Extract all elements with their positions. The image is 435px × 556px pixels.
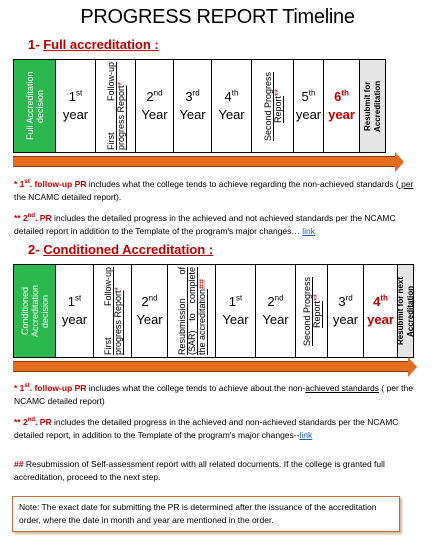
- report-cell: [295, 265, 327, 357]
- timeline-arrow: [13, 361, 408, 372]
- timeline-year-cell: [255, 265, 295, 357]
- timeline-full-accreditation: [13, 59, 386, 153]
- note-resubmission: ## Resubmission of Self-assessment report with all related documents. If the college is granted full accreditation, proceed to the next step.: [14, 459, 385, 482]
- section-2-heading: [28, 242, 213, 257]
- timeline-year-cell: [323, 60, 359, 152]
- note-first-followup: * 1st. follow-up PR includes what the college tends to achieve regarding the non-achieved standards ( per the NCAMC detailed report).: [14, 178, 414, 202]
- timeline-year-cell: [173, 60, 211, 152]
- resubmit-cell: [359, 60, 386, 152]
- report-cell: [95, 60, 135, 152]
- footer-note-box: Note: The exact date for submitting the PR is determined after the issuance of the accreditation order, where the date in month and year are mentioned in the order.: [12, 496, 400, 532]
- timeline-year-cell: [327, 265, 363, 357]
- report-cell: [167, 265, 215, 357]
- year-label: 2nd Year: [262, 293, 289, 327]
- year-label: 1st Year: [222, 293, 249, 327]
- year-label: 2nd Year: [141, 88, 168, 122]
- vertical-label: Second Progress Report**: [301, 276, 322, 346]
- link[interactable]: link: [302, 225, 316, 236]
- year-label: 3rd Year: [179, 88, 206, 122]
- timeline-arrow: [13, 156, 395, 167]
- vertical-label: Full Accreditation decision: [24, 71, 45, 141]
- vertical-label: Resubmission of (SAR) to complete the accreditation##: [176, 267, 207, 355]
- year-label: 1st year: [62, 88, 89, 122]
- section-2-number: 2-: [28, 242, 40, 257]
- resubmit-cell: [397, 265, 414, 357]
- report-cell: [251, 60, 293, 152]
- vertical-label: Conditioned Accreditation decision: [19, 284, 50, 338]
- vertical-label: Resubmit for Accreditation: [362, 80, 382, 132]
- vertical-label: First Follow-up progress Report*: [102, 267, 123, 355]
- vertical-label: First Follow-up progress Report*: [105, 62, 126, 150]
- section-1-heading: [28, 37, 159, 52]
- decision-cell: [13, 60, 55, 152]
- year-label: 6th year: [328, 88, 355, 122]
- year-label: 1st year: [61, 293, 88, 327]
- timeline-year-cell: [211, 60, 251, 152]
- report-cell: [93, 265, 131, 357]
- vertical-label: Resubmit for next Accreditation: [395, 277, 415, 346]
- decision-cell: [13, 265, 55, 357]
- note-second-pr: ** 2nd. PR includes the detailed progress in the achieved and non-achieved standards per the NCAMC detailed report, in addition to the Template of the program's major changes--link: [14, 416, 399, 440]
- note-first-followup: * 1st. follow-up PR includes what the college tends to achieve about the non-achieved standards ( per the NCAMC detailed report): [14, 382, 413, 406]
- note-second-pr: ** 2nd. PR includes the detailed progress in the achieved and not achieved standards per the NCAMC detailed report in addition to the Template of the program's major changes… link: [14, 212, 396, 236]
- timeline-conditioned-accreditation: [13, 264, 414, 358]
- timeline-year-cell: [363, 265, 397, 357]
- year-label: 3rd year: [332, 293, 359, 327]
- vertical-label: Second Progress Report**: [262, 71, 283, 141]
- timeline-year-cell: [293, 60, 323, 152]
- timeline-year-cell: [215, 265, 255, 357]
- link[interactable]: link: [299, 429, 313, 440]
- year-label: 4th Year: [218, 88, 245, 122]
- section-1-number: 1-: [28, 37, 40, 52]
- year-label: 4th year: [367, 293, 394, 327]
- page-title: PROGRESS REPORT Timeline: [80, 6, 355, 28]
- timeline-year-cell: [55, 265, 93, 357]
- timeline-year-cell: [55, 60, 95, 152]
- timeline-year-cell: [131, 265, 167, 357]
- year-label: 2nd Year: [136, 293, 163, 327]
- timeline-year-cell: [135, 60, 173, 152]
- section-2-title: Conditioned Accreditation :: [43, 242, 214, 257]
- year-label: 5th year: [295, 88, 322, 122]
- section-1-title: Full accreditation :: [43, 37, 159, 52]
